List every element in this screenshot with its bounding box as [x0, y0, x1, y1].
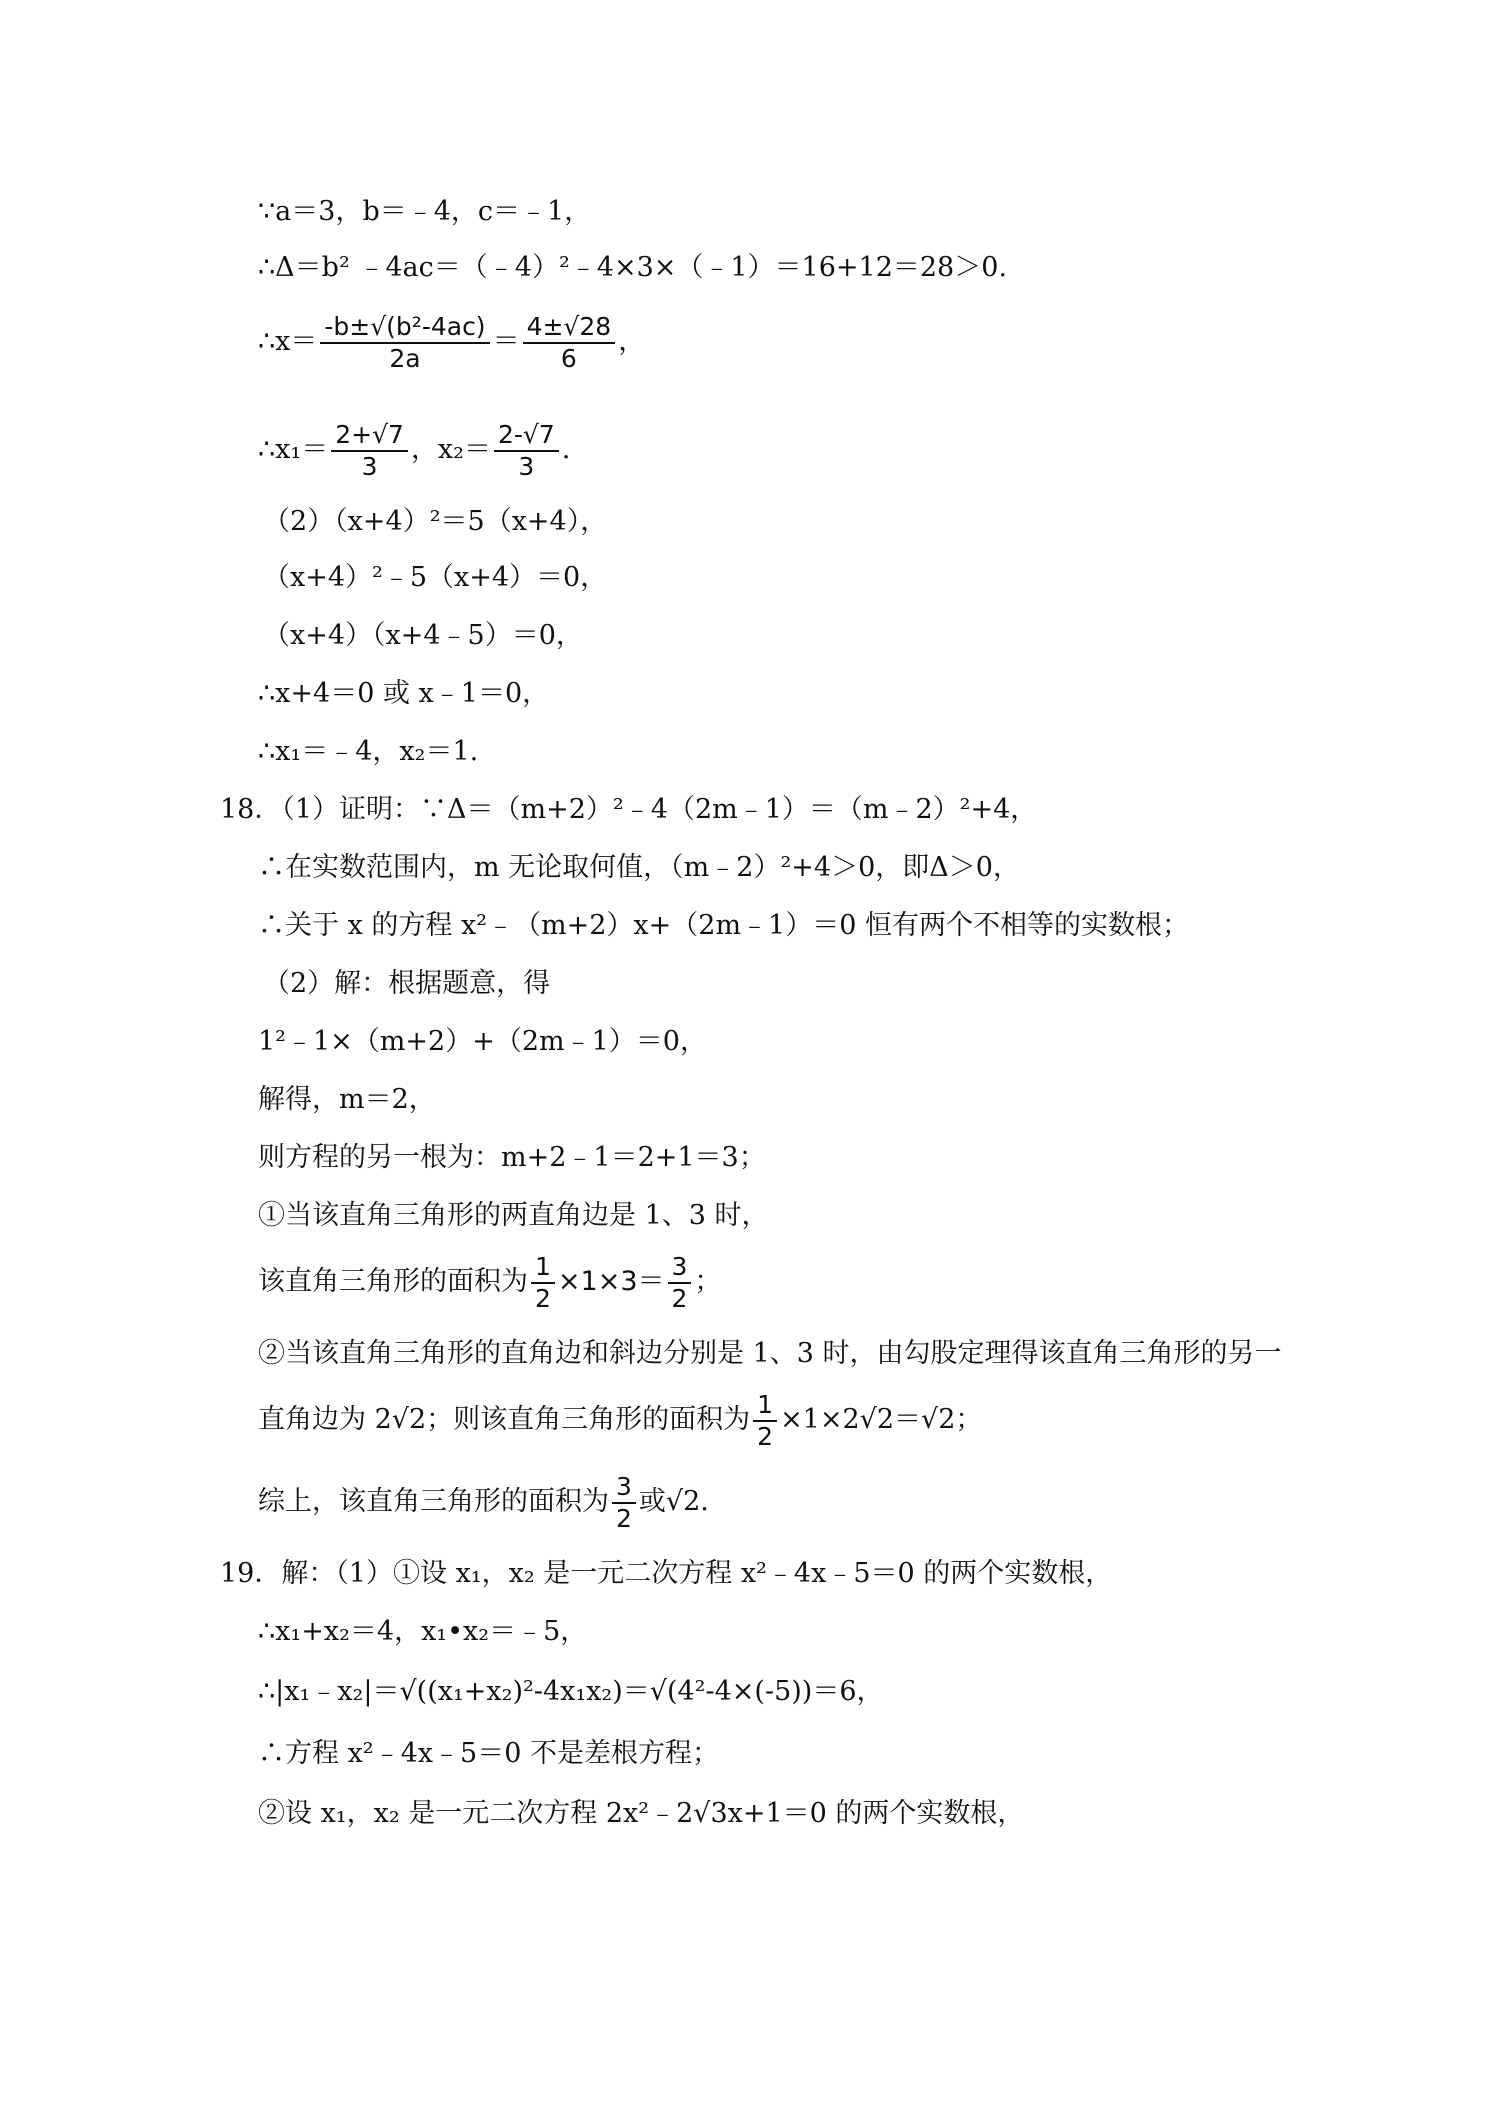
text-line-26: ②设 x₁，x₂ 是一元二次方程 2x²﹣2√3x+1＝0 的两个实数根，	[258, 1798, 1025, 1829]
fraction-denominator: 2	[616, 1503, 632, 1533]
question-18-line-1: 18．（1）证明：∵Δ＝（m+2）²﹣4（2m﹣1）＝（m﹣2）²+4，	[220, 794, 1038, 825]
text-line-3	[258, 310, 645, 374]
text-line-18	[258, 1250, 721, 1314]
area-fraction	[668, 1252, 692, 1314]
text-line-4	[258, 418, 570, 482]
text-line-15: 解得，m＝2，	[258, 1084, 436, 1115]
half-fraction	[531, 1252, 555, 1314]
area-fraction	[612, 1472, 636, 1534]
text-line-25: ∴方程 x²﹣4x﹣5＝0 不是差根方程；	[258, 1738, 719, 1769]
x2-fraction	[494, 420, 559, 482]
line20-prefix: 直角边为 2√2；则该直角三角形的面积为	[258, 1404, 751, 1435]
line3-prefix: ∴x＝	[258, 326, 318, 357]
text-line-14: 1²﹣1×（m+2）+（2m﹣1）＝0，	[258, 1026, 707, 1057]
line18-mid: ×1×3＝	[557, 1266, 665, 1297]
line4-suffix: .	[561, 434, 571, 465]
fraction-numerator: 2-√7	[494, 420, 559, 452]
fraction-numerator: 3	[668, 1252, 692, 1284]
fraction-denominator: 2a	[389, 343, 421, 373]
line4-prefix: ∴x₁＝	[258, 434, 329, 465]
line18-suffix: ；	[694, 1266, 722, 1297]
root-fraction	[523, 312, 616, 374]
fraction-numerator: 1	[753, 1390, 777, 1422]
line20-suffix: ×1×2√2＝√2；	[780, 1404, 983, 1435]
text-line-11: ∴在实数范围内，m 无论取何值，（m﹣2）²+4＞0，即Δ＞0，	[258, 852, 1020, 883]
text-line-20	[258, 1388, 982, 1452]
line21-prefix: 综上，该直角三角形的面积为	[258, 1486, 609, 1517]
text-line-1: ∵a＝3，b＝﹣4，c＝﹣1，	[258, 196, 592, 227]
text-line-8: ∴x+4＝0 或 x﹣1＝0，	[258, 678, 550, 709]
x1-fraction	[331, 420, 408, 482]
fraction-numerator: 2+√7	[331, 420, 408, 452]
text-line-19: ②当该直角三角形的直角边和斜边分别是 1、3 时，由勾股定理得该直角三角形的另一	[258, 1338, 1282, 1369]
text-line-21	[258, 1470, 709, 1534]
fraction-denominator: 6	[560, 343, 577, 373]
text-line-5: （2）（x+4）²＝5（x+4），	[263, 506, 608, 537]
text-line-17: ①当该直角三角形的两直角边是 1、3 时，	[258, 1200, 769, 1231]
fraction-denominator: 3	[518, 451, 535, 481]
fraction-numerator: -b±√(b²-4ac)	[320, 312, 489, 344]
text-line-9: ∴x₁＝﹣4，x₂＝1.	[258, 736, 479, 767]
line3-eq: ＝	[492, 326, 520, 357]
quadratic-formula-fraction	[320, 312, 489, 374]
text-line-2: ∴Δ＝b² ﹣4ac＝（﹣4）²﹣4×3×（﹣1）＝16+12＝28＞0.	[258, 252, 1007, 283]
text-line-7: （x+4）（x+4﹣5）＝0，	[263, 620, 583, 651]
half-fraction	[753, 1390, 777, 1452]
fraction-denominator: 2	[535, 1283, 551, 1313]
text-line-23: ∴x₁+x₂＝4，x₁•x₂＝﹣5，	[258, 1616, 588, 1647]
fraction-denominator: 3	[361, 451, 378, 481]
fraction-denominator: 2	[757, 1421, 774, 1451]
text-line-16: 则方程的另一根为：m+2﹣1＝2+1＝3；	[258, 1142, 766, 1173]
text-line-24: ∴|x₁﹣x₂|＝√((x₁+x₂)²-4x₁x₂)＝√(4²-4×(-5))＝6，	[258, 1676, 884, 1707]
text-line-6: （x+4）²﹣5（x+4）＝0，	[263, 562, 608, 593]
line18-prefix: 该直角三角形的面积为	[258, 1266, 528, 1297]
text-line-13: （2）解：根据题意，得	[263, 968, 551, 999]
fraction-numerator: 4±√28	[523, 312, 616, 344]
fraction-denominator: 2	[671, 1283, 688, 1313]
line21-suffix: 或√2.	[638, 1486, 709, 1517]
fraction-numerator: 3	[612, 1472, 636, 1504]
line4-mid: ，x₂＝	[410, 434, 491, 465]
text-line-12: ∴关于 x 的方程 x²﹣（m+2）x+（2m﹣1）＝0 恒有两个不相等的实数根；	[258, 910, 1189, 941]
question-19-line-1: 19．解：（1）①设 x₁，x₂ 是一元二次方程 x²﹣4x﹣5＝0 的两个实数根，	[220, 1558, 1113, 1589]
line3-suffix: ，	[618, 326, 646, 357]
fraction-numerator: 1	[531, 1252, 555, 1284]
